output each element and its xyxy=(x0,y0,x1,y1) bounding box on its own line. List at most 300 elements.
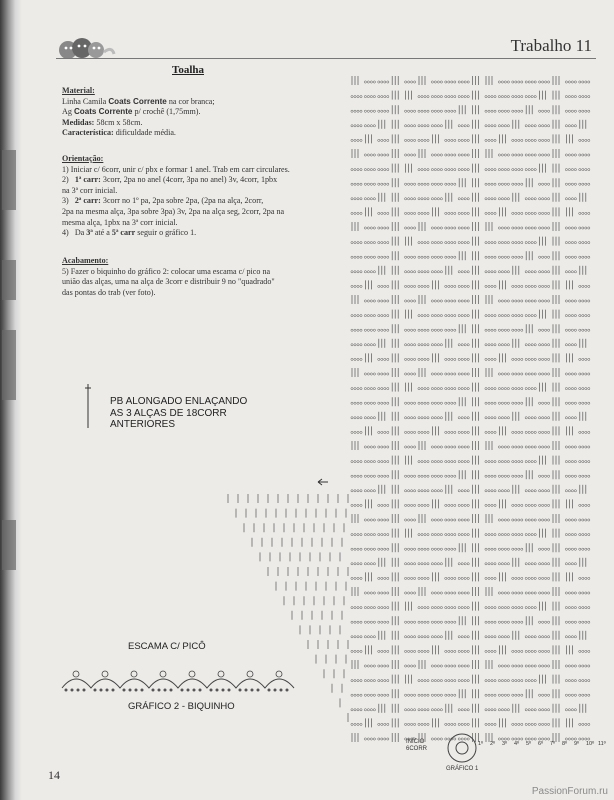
chain-stitch-mark xyxy=(582,256,584,258)
chain-stitch-mark xyxy=(381,402,383,404)
chain-stitch-mark xyxy=(518,139,520,141)
stitch-cell xyxy=(351,96,362,98)
chain-stitch-mark xyxy=(545,548,547,550)
chain-stitch-mark xyxy=(491,534,493,536)
chain-stitch-mark xyxy=(421,315,423,317)
chain-stitch-mark xyxy=(411,563,413,565)
chain-stitch-mark xyxy=(405,373,407,375)
chain-stitch-mark xyxy=(431,490,433,492)
chain-stitch-mark xyxy=(378,694,380,696)
chain-stitch-mark xyxy=(451,592,453,594)
chain-stitch-mark xyxy=(485,242,487,244)
chain-stitch-mark xyxy=(501,548,503,550)
chain-stitch-mark xyxy=(357,650,359,652)
stitch-cell xyxy=(540,164,546,173)
stitch-cell xyxy=(485,475,496,477)
chain-stitch-mark xyxy=(498,81,500,83)
stitch-cell xyxy=(364,256,375,258)
chain-stitch-mark xyxy=(579,402,581,404)
chain-stitch-mark xyxy=(504,592,506,594)
stitch-cell xyxy=(486,660,492,669)
chain-stitch-mark xyxy=(588,300,590,302)
stitch-cell xyxy=(405,125,416,127)
chain-stitch-mark xyxy=(461,636,463,638)
chain-stitch-mark xyxy=(512,110,514,112)
chain-stitch-mark xyxy=(534,592,536,594)
chain-stitch-mark xyxy=(585,329,587,331)
stitch-cell xyxy=(498,694,509,696)
chain-stitch-mark xyxy=(364,125,366,127)
chain-stitch-mark xyxy=(384,402,386,404)
chain-stitch-mark xyxy=(542,183,544,185)
chain-stitch-mark xyxy=(448,402,450,404)
chain-stitch-mark xyxy=(521,358,523,360)
chain-stitch-mark xyxy=(351,563,353,565)
stitch-cell xyxy=(499,645,505,654)
stitch-cell xyxy=(379,412,385,421)
chain-stitch-mark xyxy=(354,577,356,579)
chain-stitch-mark xyxy=(485,212,487,214)
chain-stitch-mark xyxy=(440,621,442,623)
chain-stitch-mark xyxy=(364,636,366,638)
stitch-cell xyxy=(565,315,576,317)
chain-stitch-mark xyxy=(384,475,386,477)
stitch-cell xyxy=(392,76,398,85)
chain-stitch-mark xyxy=(521,650,523,652)
chain-stitch-mark xyxy=(531,636,533,638)
chain-stitch-mark xyxy=(424,504,426,506)
stitch-cell xyxy=(418,650,429,652)
chain-stitch-mark xyxy=(405,475,407,477)
chain-stitch-mark xyxy=(464,417,466,419)
chain-stitch-mark xyxy=(427,169,429,171)
stitch-cell xyxy=(486,76,492,85)
chain-stitch-mark xyxy=(405,358,407,360)
chain-stitch-mark xyxy=(434,534,436,536)
chain-stitch-mark xyxy=(370,519,372,521)
chain-stitch-mark xyxy=(445,504,447,506)
stitch-cell xyxy=(445,665,456,667)
chain-stitch-mark xyxy=(542,256,544,258)
chain-stitch-mark xyxy=(525,563,527,565)
chain-stitch-mark xyxy=(411,709,413,711)
chain-stitch-mark xyxy=(588,373,590,375)
chain-stitch-mark xyxy=(461,139,463,141)
chain-stitch-mark xyxy=(414,577,416,579)
chain-stitch-mark xyxy=(387,461,389,463)
chain-stitch-mark xyxy=(364,300,366,302)
chain-stitch-mark xyxy=(373,169,375,171)
stitch-cell xyxy=(431,534,442,536)
chain-stitch-mark xyxy=(373,694,375,696)
chain-stitch-mark xyxy=(384,212,386,214)
chain-stitch-mark xyxy=(448,665,450,667)
chain-stitch-mark xyxy=(378,534,380,536)
chain-stitch-mark xyxy=(448,315,450,317)
chain-stitch-mark xyxy=(548,694,550,696)
chain-stitch-mark xyxy=(405,621,407,623)
chain-stitch-mark xyxy=(494,256,496,258)
stitch-cell xyxy=(379,704,385,713)
chain-stitch-mark xyxy=(501,169,503,171)
base-chain-mark xyxy=(239,689,242,692)
chain-stitch-mark xyxy=(387,680,389,682)
stitch-cell xyxy=(378,256,389,258)
stitch-cell xyxy=(473,207,479,216)
stitch-cell xyxy=(364,446,375,448)
chain-stitch-mark xyxy=(498,198,500,200)
stitch-cell xyxy=(459,470,465,479)
chain-stitch-mark xyxy=(574,738,576,740)
chain-stitch-mark xyxy=(521,169,523,171)
stitch-cell xyxy=(473,353,479,362)
stitch-cell xyxy=(405,183,416,185)
chain-stitch-mark xyxy=(354,636,356,638)
pico-icon xyxy=(102,671,108,677)
stitch-cell xyxy=(512,431,523,433)
chain-stitch-mark xyxy=(418,139,420,141)
chain-stitch-mark xyxy=(421,212,423,214)
round-number-label: 11º xyxy=(598,741,606,747)
chain-stitch-mark xyxy=(525,738,527,740)
chain-stitch-mark xyxy=(467,125,469,127)
chain-stitch-mark xyxy=(351,96,353,98)
chain-stitch-mark xyxy=(518,358,520,360)
chain-stitch-mark xyxy=(351,285,353,287)
stitch-cell xyxy=(580,120,586,129)
chain-stitch-mark xyxy=(488,96,490,98)
chain-stitch-mark xyxy=(458,592,460,594)
chain-stitch-mark xyxy=(582,723,584,725)
stitch-cell xyxy=(392,164,398,173)
stitch-cell xyxy=(539,373,550,375)
stitch-cell xyxy=(364,680,375,682)
chain-stitch-mark xyxy=(525,271,527,273)
chain-stitch-mark xyxy=(411,256,413,258)
chain-stitch-mark xyxy=(512,183,514,185)
chain-stitch-mark xyxy=(405,256,407,258)
chain-stitch-mark xyxy=(384,358,386,360)
legend-line-3: ANTERIORES xyxy=(110,419,176,430)
chain-stitch-mark xyxy=(568,183,570,185)
chain-stitch-mark xyxy=(498,154,500,156)
chain-stitch-mark xyxy=(542,694,544,696)
chain-stitch-mark xyxy=(512,388,514,390)
material-line-1: Linha Camila Coats Corrente na cor branca; xyxy=(62,96,215,106)
chain-stitch-mark xyxy=(354,139,356,141)
stitch-cell xyxy=(566,645,572,654)
chain-stitch-mark xyxy=(421,431,423,433)
chain-stitch-mark xyxy=(427,461,429,463)
chain-stitch-mark xyxy=(571,183,573,185)
chain-stitch-mark xyxy=(467,636,469,638)
chain-stitch-mark xyxy=(458,504,460,506)
chain-stitch-mark xyxy=(451,577,453,579)
stitch-cell xyxy=(445,183,456,185)
chain-stitch-mark xyxy=(467,81,469,83)
chain-stitch-mark xyxy=(411,300,413,302)
chain-stitch-mark xyxy=(440,329,442,331)
chain-stitch-mark xyxy=(548,592,550,594)
base-chain-mark xyxy=(123,689,126,692)
chain-stitch-mark xyxy=(467,534,469,536)
stitch-cell xyxy=(565,680,576,682)
stitch-cell xyxy=(458,592,469,594)
chain-stitch-mark xyxy=(364,154,366,156)
material-line-2: Ag Coats Corrente p/ crochê (1,75mm). xyxy=(62,107,201,117)
chain-stitch-mark xyxy=(507,534,509,536)
stitch-cell xyxy=(525,212,536,214)
chain-stitch-mark xyxy=(437,665,439,667)
chain-stitch-mark xyxy=(384,680,386,682)
chain-stitch-mark xyxy=(405,198,407,200)
stitch-cell xyxy=(418,329,429,331)
chain-stitch-mark xyxy=(518,607,520,609)
chain-stitch-mark xyxy=(545,285,547,287)
stitch-cell xyxy=(473,339,479,348)
stitch-cell xyxy=(565,271,576,273)
chain-stitch-mark xyxy=(574,607,576,609)
chain-stitch-mark xyxy=(370,592,372,594)
chain-stitch-mark xyxy=(542,431,544,433)
chain-stitch-mark xyxy=(574,519,576,521)
chain-stitch-mark xyxy=(588,621,590,623)
chain-stitch-mark xyxy=(512,592,514,594)
chain-stitch-mark xyxy=(418,169,420,171)
chain-stitch-mark xyxy=(437,315,439,317)
chain-stitch-mark xyxy=(427,577,429,579)
grafico-1-label: GRÁFICO 1 xyxy=(446,766,479,772)
stitch-cell xyxy=(352,733,358,742)
stitch-cell xyxy=(539,504,550,506)
chain-stitch-mark xyxy=(579,139,581,141)
chain-stitch-mark xyxy=(373,227,375,229)
stitch-cell xyxy=(458,96,469,98)
chain-stitch-mark xyxy=(360,636,362,638)
stitch-cell xyxy=(458,446,469,448)
chain-stitch-mark xyxy=(501,709,503,711)
chain-stitch-mark xyxy=(367,242,369,244)
chain-stitch-mark xyxy=(370,227,372,229)
chain-stitch-mark xyxy=(585,431,587,433)
chain-stitch-mark xyxy=(431,271,433,273)
chain-stitch-mark xyxy=(360,563,362,565)
chain-stitch-mark xyxy=(501,738,503,740)
chain-stitch-mark xyxy=(440,592,442,594)
chain-stitch-mark xyxy=(464,300,466,302)
chain-stitch-mark xyxy=(378,300,380,302)
chain-stitch-mark xyxy=(387,723,389,725)
chain-stitch-mark xyxy=(458,300,460,302)
chain-stitch-mark xyxy=(494,125,496,127)
chain-stitch-mark xyxy=(367,183,369,185)
chain-stitch-mark xyxy=(437,548,439,550)
chain-stitch-mark xyxy=(458,154,460,156)
chain-stitch-mark xyxy=(360,125,362,127)
stitch-cell xyxy=(553,704,559,713)
chain-stitch-mark xyxy=(461,534,463,536)
round-number-label: 7º xyxy=(550,741,556,747)
chain-stitch-mark xyxy=(488,577,490,579)
chain-stitch-mark xyxy=(384,373,386,375)
chain-stitch-mark xyxy=(464,709,466,711)
chain-stitch-mark xyxy=(431,402,433,404)
chain-stitch-mark xyxy=(437,198,439,200)
chain-stitch-mark xyxy=(437,96,439,98)
chain-stitch-mark xyxy=(518,665,520,667)
chain-stitch-mark xyxy=(351,548,353,550)
chain-stitch-mark xyxy=(542,110,544,112)
chain-stitch-mark xyxy=(491,621,493,623)
chain-stitch-mark xyxy=(504,256,506,258)
chain-stitch-mark xyxy=(351,242,353,244)
chain-stitch-mark xyxy=(548,519,550,521)
stitch-cell xyxy=(473,485,479,494)
chain-stitch-mark xyxy=(507,198,509,200)
stitch-cell xyxy=(565,183,576,185)
round-number-label: 10º xyxy=(586,741,595,747)
chain-stitch-mark xyxy=(528,271,530,273)
chain-stitch-mark xyxy=(431,300,433,302)
chain-stitch-mark xyxy=(458,636,460,638)
chain-stitch-mark xyxy=(451,446,453,448)
chain-stitch-mark xyxy=(427,125,429,127)
chain-stitch-mark xyxy=(542,417,544,419)
chain-stitch-mark xyxy=(507,694,509,696)
chain-stitch-mark xyxy=(515,285,517,287)
chain-stitch-mark xyxy=(381,154,383,156)
chain-stitch-mark xyxy=(515,446,517,448)
chain-stitch-mark xyxy=(494,577,496,579)
chain-stitch-mark xyxy=(521,212,523,214)
stitch-cell xyxy=(392,733,398,742)
chain-stitch-mark xyxy=(467,96,469,98)
chain-stitch-mark xyxy=(367,388,369,390)
chain-stitch-mark xyxy=(357,417,359,419)
stitch-cell xyxy=(406,675,412,684)
stitch-cell xyxy=(351,169,362,171)
chain-stitch-mark xyxy=(528,738,530,740)
stitch-cell xyxy=(392,105,398,114)
chain-stitch-mark xyxy=(515,81,517,83)
stitch-cell xyxy=(525,519,536,521)
chain-stitch-mark xyxy=(545,636,547,638)
stitch-cell xyxy=(431,256,442,258)
base-chain-mark xyxy=(152,689,155,692)
chain-stitch-mark xyxy=(454,577,456,579)
chain-stitch-mark xyxy=(381,139,383,141)
chain-stitch-mark xyxy=(448,504,450,506)
stitch-cell xyxy=(539,431,550,433)
chain-stitch-mark xyxy=(357,577,359,579)
chain-stitch-mark xyxy=(354,723,356,725)
chain-stitch-mark xyxy=(518,388,520,390)
chain-stitch-mark xyxy=(364,344,366,346)
chain-stitch-mark xyxy=(582,96,584,98)
chain-stitch-mark xyxy=(571,621,573,623)
chain-stitch-mark xyxy=(448,519,450,521)
stitch-cell xyxy=(473,470,479,479)
base-chain-mark xyxy=(77,689,80,692)
chain-stitch-mark xyxy=(424,169,426,171)
chain-stitch-mark xyxy=(440,96,442,98)
chain-stitch-mark xyxy=(437,680,439,682)
chain-stitch-mark xyxy=(507,183,509,185)
chain-stitch-mark xyxy=(539,212,541,214)
chain-stitch-mark xyxy=(370,242,372,244)
chain-stitch-mark xyxy=(571,81,573,83)
chain-stitch-mark xyxy=(571,694,573,696)
stitch-cell xyxy=(432,134,438,143)
stitch-cell xyxy=(364,417,375,419)
chain-stitch-mark xyxy=(491,431,493,433)
chain-stitch-mark xyxy=(485,680,487,682)
stitch-cell xyxy=(392,251,398,260)
chain-stitch-mark xyxy=(367,300,369,302)
chain-stitch-mark xyxy=(424,621,426,623)
chain-stitch-mark xyxy=(488,169,490,171)
chain-stitch-mark xyxy=(360,461,362,463)
chain-stitch-mark xyxy=(501,621,503,623)
chain-stitch-mark xyxy=(387,315,389,317)
chain-stitch-mark xyxy=(539,256,541,258)
chain-stitch-mark xyxy=(434,738,436,740)
chain-stitch-mark xyxy=(507,388,509,390)
stitch-cell xyxy=(445,81,456,83)
chain-stitch-mark xyxy=(539,577,541,579)
stitch-cell xyxy=(539,723,550,725)
stitch-cell xyxy=(486,587,492,596)
chain-stitch-mark xyxy=(364,694,366,696)
stitch-cell xyxy=(378,694,389,696)
round-number-label: 6º xyxy=(538,741,544,747)
stitch-cell xyxy=(392,543,398,552)
chain-stitch-mark xyxy=(548,271,550,273)
chain-stitch-mark xyxy=(421,709,423,711)
chain-stitch-mark xyxy=(501,402,503,404)
chain-stitch-mark xyxy=(378,154,380,156)
stitch-cell xyxy=(418,431,429,433)
chain-stitch-mark xyxy=(579,607,581,609)
chain-stitch-mark xyxy=(367,607,369,609)
chain-stitch-mark xyxy=(521,256,523,258)
stitch-cell xyxy=(431,154,442,156)
stitch-cell xyxy=(405,256,416,258)
chain-stitch-mark xyxy=(485,329,487,331)
chain-stitch-mark xyxy=(585,534,587,536)
stitch-cell xyxy=(445,402,456,404)
chain-stitch-mark xyxy=(427,402,429,404)
chain-stitch-mark xyxy=(354,402,356,404)
chain-stitch-mark xyxy=(494,344,496,346)
stitch-cell xyxy=(392,134,398,143)
stitch-cell xyxy=(392,353,398,362)
chain-stitch-mark xyxy=(531,300,533,302)
chain-stitch-mark xyxy=(518,81,520,83)
chain-stitch-mark xyxy=(421,504,423,506)
chain-stitch-mark xyxy=(494,417,496,419)
chain-stitch-mark xyxy=(418,680,420,682)
chain-stitch-mark xyxy=(498,125,500,127)
chain-stitch-mark xyxy=(461,373,463,375)
chain-stitch-mark xyxy=(494,694,496,696)
chain-stitch-mark xyxy=(370,548,372,550)
chain-stitch-mark xyxy=(512,607,514,609)
chain-stitch-mark xyxy=(539,358,541,360)
chain-stitch-mark xyxy=(542,125,544,127)
stitch-cell xyxy=(405,446,416,448)
chain-stitch-mark xyxy=(571,110,573,112)
